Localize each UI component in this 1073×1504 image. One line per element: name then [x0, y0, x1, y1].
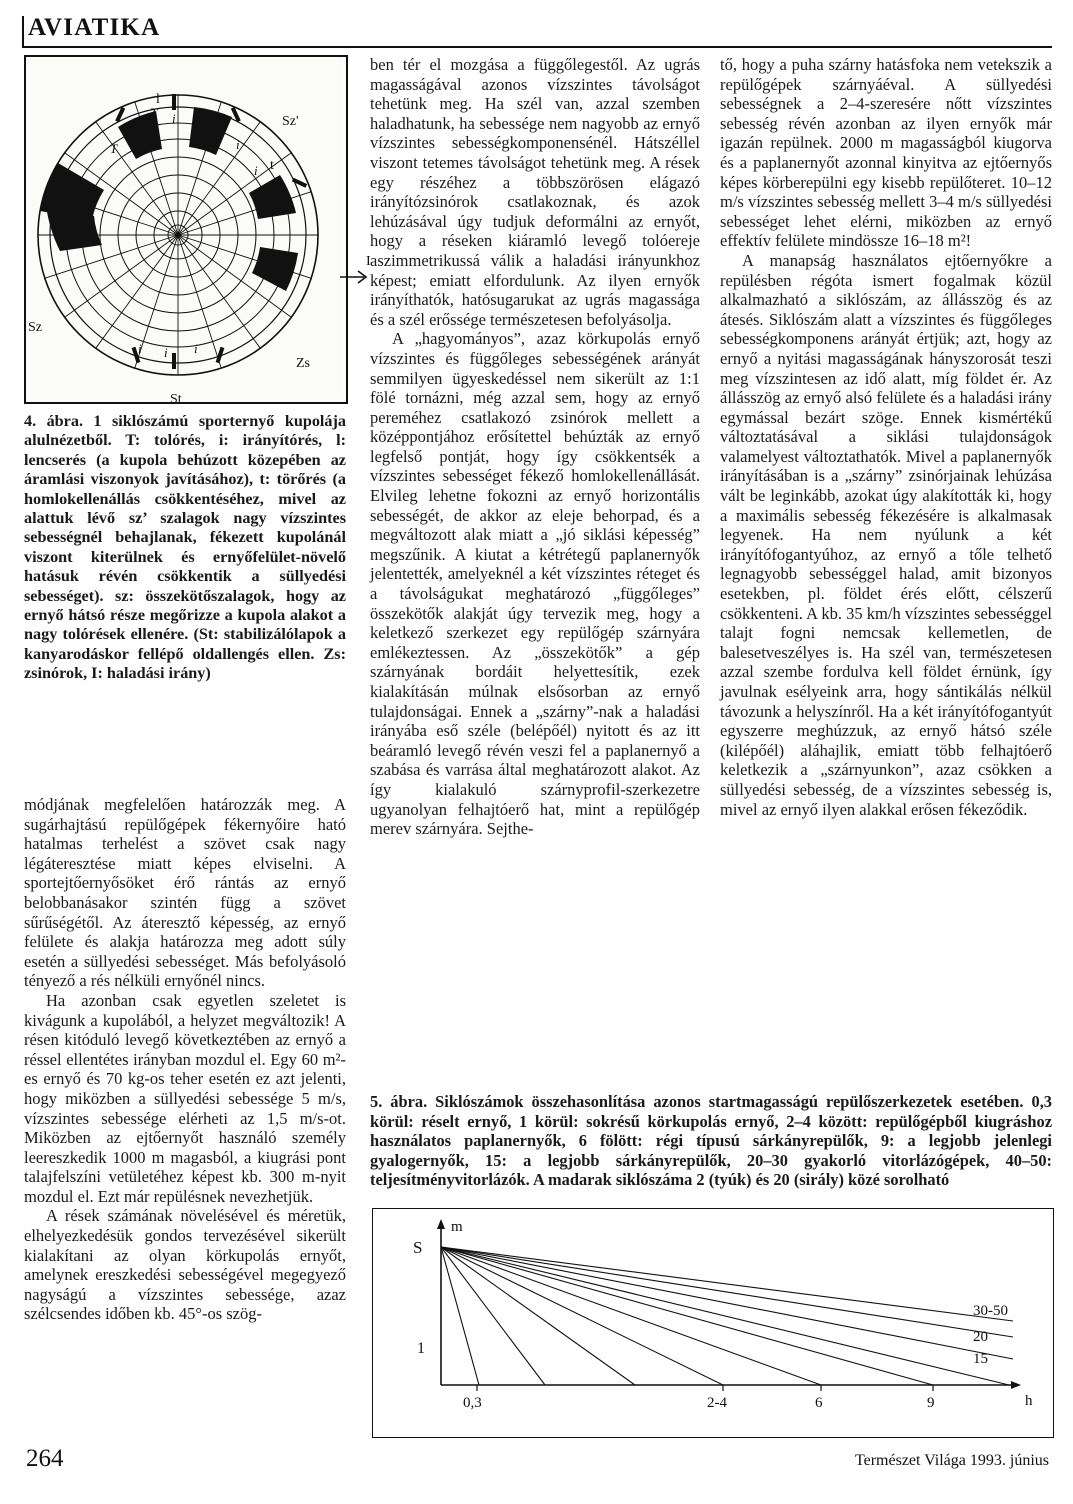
parachute-canopy-diagram [26, 57, 371, 407]
paragraph: tő, hogy a puha szárny hatásfoka nem vetekszik a repülőgépek szárnyáéval. A süllyedési sebességnek a 2–4-szeresére nőtt vízszintes sebesség révén azonban az ilyen ernyők már igazán repülnek. 2000 m magasságból kiugorva és a paplanernyőt azonnal kinyitva az ejtőernyős képes körberepülni egy kisebb repülőteret. 10–12 m/s vízszintes sebesség mellett 3–4 m/s süllyedési sebességet lehet elérni, miközben az ernyő effektív felülete mindössze 16–18 m²! [720, 55, 1052, 251]
chart-x-tick-label: 9 [927, 1395, 935, 1411]
svg-text:I: I [366, 254, 371, 269]
publication-source: Természet Világa 1993. június [854, 1452, 1049, 1469]
paragraph: Ha azonban csak egyetlen szeletet is kivágunk a kupolából, a helyzet megváltozik! A résen kitóduló levegő következtében az ernyő a réssel ellentétes irányban mozdul el. Egy 60 m²-es ernyő és 70 kg-os teher esetén ez azt jelenti, hogy miközben a süllyedési sebessége 5 m/s, vízszintes sebessége elérheti az 1,5 m/s-ot. Miközben az ejtőernyőt használó személy leereszkedik 1000 m magasból, a kiugrási pont talajfelszíni vetületéhez képest kb. 300 m-nyit mozdul el. Ezt már repülésnek nevezhetjük. [24, 990, 346, 1206]
figure-5-caption [370, 1092, 1052, 1190]
paragraph: módjának megfelelően határozzák meg. A sugárhajtású repülőgépek fékernyőire ható hatalmas terhelést a szövet csak nagy légáteresztése miatt képes elviselni. A sportejtőernyősöket érő rántás az ernyő belobbanásakor szintén függ a szövet sűrűségétől. Az áteresztő képesség, az ernyő felülete és alakja határozza meg adott súly esetén a süllyedési sebességet. Más befolyásoló tényező a rés nélküli ernyőnél nincs. [24, 795, 346, 991]
svg-text:i: i [172, 111, 176, 126]
column-2-body [370, 55, 700, 839]
chart-y-tick-label: 1 [417, 1340, 425, 1357]
svg-text:i: i [236, 137, 240, 152]
paragraph: A rések számának növelésével és méretük, elhelyezkedésük gondos tervezésével sikerült kialakítani az olyan körkupolás ernyőt, amelynek ereszkedési sebességével megegyező nagyságú a vízszintes sebessége, azaz szélcsendes időben kb. 45°-os szög- [24, 1206, 346, 1324]
svg-text:T: T [110, 141, 118, 156]
chart-series-label: 20 [973, 1329, 988, 1345]
chart-series-label: 30-50 [973, 1303, 1008, 1319]
svg-text:l: l [156, 92, 160, 107]
page-header [22, 14, 1052, 48]
figure-5-chart [372, 1208, 1054, 1438]
chart-series-label: 15 [973, 1351, 988, 1367]
svg-text:Sz: Sz [28, 320, 42, 335]
header-rule-left [22, 16, 24, 46]
figure-4-caption [24, 412, 346, 684]
svg-text:T: T [150, 105, 158, 120]
paragraph: ben tér el mozgása a függőlegestől. Az ugrás magasságával azonos vízszintes távolságot tehetünk meg. Ha szél van, azzal szemben haladhatunk, ha sebessége nem nagyobb az ernyő vízszintes sebességkomponensénél. Hátszéllel viszont tetemes távolságot tehetünk meg. A rések egy részéhez a többszörösen elágazó irányítózsinórok csatlakoznak, és azok lehúzásával úgy tudjuk deformálni az ernyőt, hogy a réseken kiáramló levegő tolóereje aszimmetrikussá válik a haladási irányunkhoz képest; emiatt elfordulunk. Az ilyen ernyők irányíthatók, hatósugarukat az ugrás magassága és a szél erőssége természetesen befolyásolja. [370, 55, 700, 329]
svg-text:t: t [270, 158, 274, 173]
chart-x-axis-label: h [1025, 1393, 1033, 1409]
chart-origin-label: S [413, 1238, 423, 1257]
figure-4-image [24, 55, 371, 407]
header-rule [22, 46, 1052, 48]
chart-x-tick-label: 2-4 [707, 1395, 727, 1411]
svg-text:i: i [254, 163, 258, 178]
svg-text:i: i [164, 345, 168, 360]
svg-text:St: St [170, 392, 182, 407]
svg-text:Zs: Zs [296, 356, 310, 371]
figure-4-caption-text: 4. ábra. 1 siklószámú sporternyő kupolája alulnézetből. T: tolórés, i: irányítórés, l: lencserés (a kupola behúzott közepében az áramlási viszonyok javításához), t: törőrés (a homlokellenállás csökkentéséhez, mivel az alattuk lévő sz’ szalagok nagy vízszintes sebességnél behajlanak, fékezett kupolánál viszont kiterülnek és ernyőfelület-növelő hatásuk révén csökkentik a süllyedési sebességet). sz: összekötőszalagok, hogy az ernyő hátsó része megőrizze a kupola alakot a nagy tolórések ellenére. (St: stabilizálólapok a kanyarodáskor fellépő oldallengés ellen. Zs: zsinórok, I: haladási irány) [24, 412, 346, 683]
paragraph: A „hagyományos”, azaz körkupolás ernyő vízszintes és függőleges sebességének arányát semmilyen ügyeskedéssel nem sikerült az 1:1 fölé tornázni, még azzal sem, hogy az ernyő pereméhez csatlakozó zsinórok mellett a középpontjához erősítettel behúzták az ernyő legfelső pontját, hogy így csökkentsék a vízszintes sebességet fékező homlokellenállását. Elvileg lehetne fokozni az ernyő horizontális sebességét, de akkor az eleje behorpad, és a megváltozott alak miatt a „jó siklási képesség” megszűnik. A kiutat a kétrétegű paplanernyők jelentették, amelyeknél a két vízszintes réteget és a távolságukat meghatározó „függőleges” összekötők alakját úgy tervezik meg, hogy a keletkező szerkezet egy repülőgép szárnyára emlékeztessen. Az „összekötők” a gép szárnyának bordáit helyettesítik, ezek kialakításán múlnak elsősorban az ernyő tulajdonságai. Ennek a „szárny”-nak a haladási irányába eső széle (belépőél) nyitott és az itt beáramló levegő révén veszi fel a paplanernyő a szabása és varrása által meghatározott alakot. Az így kialakuló szárnyprofil-szerkezetre ugyanolyan felhajtóerő hat, mint a repülőgép merev szárnyára. Sejthe- [370, 329, 700, 839]
figure-5-caption-text: 5. ábra. Siklószámok összehasonlítása azonos startmagasságú repülőszerkezetek esetében. 0,3 körül: réselt ernyő, 1 körül: sokrésű körkupolás ernyő, 2–4 között: repülőgépből kiugráshoz használatos paplanernyők, 6 fölött: régi típusú sárkányrepülők, 9: a legjobb jelenlegi gyalogernyők, 15: a legjobb sárkányrepülők, 20–30 gyakorló vitorlázógépek, 40–50: teljesítményvitorlázók. A madarak siklószáma 2 (tyúk) és 20 (sirály) közé sorolható [370, 1092, 1052, 1190]
svg-text:i: i [206, 119, 210, 134]
paragraph: A manapság használatos ejtőernyőkre a repülésben régóta ismert fogalmak közül alkalmazható a siklószám, az állásszög és az átesés. Siklószám alatt a vízszintes és függőleges sebességkomponens arányát értjük; azt, hogy az ernyő a nyitási magasságának hányszorosát teszi meg vízszintesen az idő alatt, míg földet ér. Az állásszög az ernyő alsó felülete és a haladási irány egymással bezárt szöge. Ennek kismértékű változtatásával a siklási tulajdonságok valamelyest változtathatók. Mivel a paplanernyők irányításában is a „szárny” zsinórjainak lehúzása vált be leginkább, azokat úgy alakították ki, hogy a maximális sebesség fékezésére is alkalmasak legyenek. Ha nem nyúlunk a két irányítófogantyúhoz, az ernyő a tőle telhető legnagyobb sebességgel halad, amit bizonyos esetekben, pl. földet érés előtt, célszerű csökkenteni. A kb. 35 km/h vízszintes sebességgel talajt fogni nemcsak kellemetlen, de balesetveszélyes is. Ha szél van, természetesen azzal szembe fordulva kell földet érnünk, így javulnak esélyeink arra, hogy sántikálás nélkül távozunk a helyszínről. Ha a két irányítófogantyút egyszerre meghúzzuk, az ernyő hátsó széle (kilépőél) aláhajlik, emiatt több felhajtóerő keletkezik a „szárnyunkon”, azaz csökken a süllyedési sebesség, de a vízszintes sebesség is, mivel az ernyő ilyen alakkal erősen fékeződik. [720, 250, 1052, 819]
svg-text:i: i [138, 341, 142, 356]
page-number: 264 [26, 1445, 64, 1472]
page-title: AVIATIKA [28, 14, 161, 41]
chart-y-axis-label: m [451, 1219, 463, 1235]
chart-x-tick-label: 6 [815, 1395, 823, 1411]
chart-x-tick-label: 0,3 [463, 1395, 482, 1411]
glide-ratio-chart [373, 1209, 1049, 1433]
svg-text:i: i [194, 341, 198, 356]
column-1-body [24, 795, 346, 1324]
column-3-body [720, 55, 1052, 819]
svg-text:Sz': Sz' [282, 114, 299, 129]
